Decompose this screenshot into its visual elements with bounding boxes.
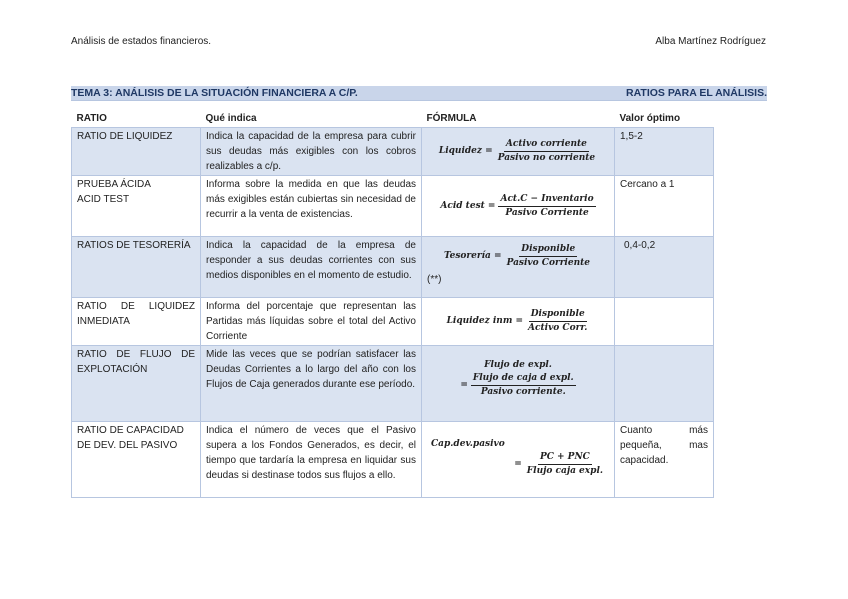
cell-optimo: 1,5-2 (615, 128, 714, 176)
formula-denominator: Activo Corr. (528, 323, 588, 333)
table-row (72, 237, 714, 298)
formula-body (460, 372, 575, 399)
section-banner (71, 86, 767, 101)
formula-fraction (498, 193, 595, 220)
formula-denominator: Pasivo Corriente (505, 207, 589, 218)
table-header-row (72, 110, 714, 128)
col-header-indica: Qué indica (201, 110, 422, 128)
banner-section-title: RATIOS PARA EL ANÁLISIS. (626, 87, 767, 99)
cell-indica: Informa sobre la medida en que las deudas más exigibles están cubiertas sin necesidad de recurrir a la venta de existencias. (201, 176, 422, 237)
cell-ratio: RATIOS DE TESORERÍA (72, 237, 201, 298)
formula-numerator: Activo corriente (504, 138, 589, 152)
cell-ratio: RATIO DE LIQUIDEZ INMEDIATA (72, 298, 201, 346)
formula-note: (**) (427, 274, 442, 285)
formula-top-line: Flujo de expl. (484, 360, 552, 370)
header-author: Alba Martínez Rodríguez (655, 36, 766, 47)
formula-fraction (526, 308, 589, 335)
formula-liquidez-inmediata (427, 308, 609, 335)
col-header-formula: FÓRMULA (422, 110, 615, 128)
formula-fraction (525, 451, 605, 478)
formula-flujo-explotacion (427, 359, 609, 399)
cell-optimo: Cercano a 1 (615, 176, 714, 237)
cell-indica: Indica la capacidad de la empresa de responder a sus deudas corrientes con sus medios disponibles en el momento de estudio. (201, 237, 422, 298)
cell-formula (422, 176, 615, 237)
cell-ratio: RATIO DE FLUJO DE EXPLOTACIÓN (72, 346, 201, 422)
table-row (72, 298, 714, 346)
formula-denominator: Flujo caja expl. (526, 466, 603, 476)
formula-numerator: Flujo de caja d expl. (471, 372, 576, 386)
formula-denominator: Pasivo no corriente (497, 153, 596, 163)
cell-formula (422, 422, 615, 498)
cell-formula (422, 237, 615, 298)
cell-formula (422, 128, 615, 176)
formula-lhs: Tesorería = (443, 251, 502, 261)
formula-lhs: Liquidez inm = (446, 316, 524, 326)
table-row (72, 346, 714, 422)
banner-topic-title: TEMA 3: ANÁLISIS DE LA SITUACIÓN FINANCIERA A C/P. (71, 87, 358, 99)
table-row (72, 422, 714, 498)
cell-formula (422, 346, 615, 422)
formula-lhs: Liquidez = (438, 146, 493, 156)
table-row (72, 176, 714, 237)
col-header-ratio: RATIO (72, 110, 201, 128)
cell-optimo: 0,4-0,2 (615, 237, 714, 298)
ratio-name-line2: ACID TEST (77, 194, 130, 205)
cell-indica: Indica el número de veces que el Pasivo supera a los Fondos Generados, es decir, el tiempo que tardaría la empresa en liquidar sus deudas si destinase todos sus flujos a ello. (201, 422, 422, 498)
formula-numerator: Disponible (529, 308, 587, 322)
cell-indica: Informa del porcentaje que representan las Partidas más líquidas sobre el total del Activo Corriente (201, 298, 422, 346)
formula-denominator: Pasivo corriente. (480, 387, 566, 397)
ratios-table (71, 110, 714, 498)
formula-numerator: Act.C − Inventario (498, 193, 595, 207)
formula-fraction (505, 243, 592, 270)
formula-liquidez (427, 138, 609, 165)
formula-fraction (471, 372, 576, 399)
col-header-optimo: Valor óptimo (615, 110, 714, 128)
formula-acid-test (427, 193, 609, 220)
formula-numerator: Disponible (519, 243, 577, 257)
cell-formula (422, 298, 615, 346)
formula-capacidad-devolucion (431, 437, 605, 478)
header-document-title: Análisis de estados financieros. (71, 36, 212, 47)
formula-fraction (496, 138, 597, 165)
cell-optimo: Cuanto más pequeña, mas capacidad. (615, 422, 714, 498)
cell-optimo (615, 298, 714, 346)
ratio-name-line1: PRUEBA ÁCIDA (77, 179, 151, 190)
formula-top-line: Cap.dev.pasivo (431, 439, 505, 449)
cell-ratio: RATIO DE CAPACIDAD DE DEV. DEL PASIVO (72, 422, 201, 498)
formula-denominator: Pasivo Corriente (506, 258, 591, 268)
formula-lhs: = (460, 380, 468, 390)
cell-optimo (615, 346, 714, 422)
formula-numerator: PC + PNC (538, 451, 592, 465)
formula-body (431, 451, 605, 478)
cell-indica: Mide las veces que se podrían satisfacer las Deudas Corrientes a lo largo del año con los Flujos de Caja generados durante ese período. (201, 346, 422, 422)
formula-lhs: Acid test = (440, 200, 496, 211)
cell-indica: Indica la capacidad de la empresa para cubrir sus deudas más exigibles con los cobros realizables a c/p. (201, 128, 422, 176)
table-row (72, 128, 714, 176)
formula-lhs: = (514, 459, 522, 469)
cell-ratio: RATIO DE LIQUIDEZ (72, 128, 201, 176)
cell-ratio (72, 176, 201, 237)
formula-tesoreria (427, 243, 609, 270)
